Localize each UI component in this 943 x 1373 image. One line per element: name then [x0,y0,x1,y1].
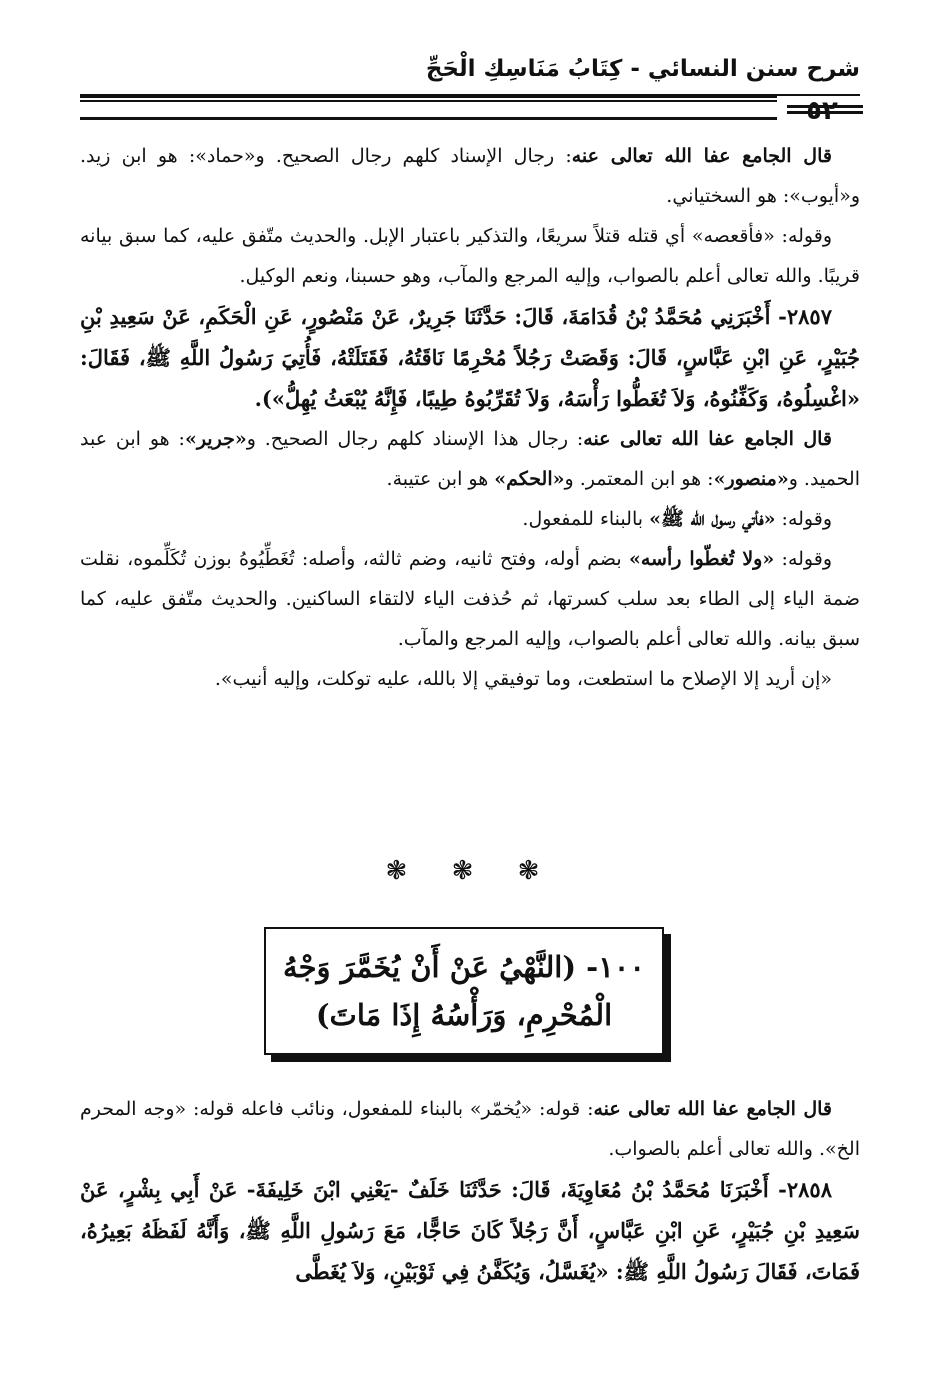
author-lead: قال الجامع عفا الله تعالى عنه [583,428,832,450]
chapter-heading-box [264,927,664,1055]
narrator-name: «جرير» [184,428,247,450]
chapter-title [283,943,645,1039]
narrator-name: «منصور» [713,468,789,490]
paragraph-text: : هو ابن عبد الحميد. و [80,428,860,490]
text-block-bottom [80,1089,860,1292]
author-lead: قال الجامع عفا الله تعالى عنه [571,145,832,167]
paragraph-text: وقوله: «فأقعصه» أي قتله قتلاً سريعًا، والتذكير باعتبار الإبل. والحديث متّفق عليه، كما سبق بيانه قريبًا. والله تعالى أعلم بالصواب، وإليه المرجع والمآب، وهو حسبنا، ونعم الوكيل. [80,225,860,287]
paragraph-text: : هو ابن المعتمر. و [564,468,714,490]
page-number-rule-1 [787,105,863,108]
paragraph-2 [80,216,860,296]
author-lead: قال الجامع عفا الله تعالى عنه [593,1098,833,1120]
paragraph-4 [80,499,860,539]
chapter-title-line-1: ١٠٠- (النَّهْيُ عَنْ أَنْ يُخَمَّرَ وَجْهُ [283,950,645,984]
text-block-top [80,136,860,699]
header-rule-thick [80,94,860,98]
paragraph-text: «إن أريد إلا الإصلاح ما استطعت، وما توفيقي إلا بالله، عليه توكلت، وإليه أنيب». [214,668,832,690]
paragraph-text: وقوله: [774,548,832,570]
paragraph-text: بالبناء للمفعول. [522,508,650,530]
paragraph-text: هو ابن عتيبة. [386,468,495,490]
hadith-2857: ٢٨٥٧- أَخْبَرَنِي مُحَمَّدُ بْنُ قُدَامَةَ، قَالَ: حَدَّثَنَا جَرِيرٌ، عَنْ مَنْصُورٍ، عَنِ الْحَكَمِ، عَنْ سَعِيدِ بْنِ جُبَيْرٍ، عَنِ ابْنِ عَبَّاسٍ، قَالَ: وَقَصَتْ رَجُلاً مُحْرِمًا نَاقَتُهُ، فَقَتَلَتْهُ، فَأُتِيَ رَسُولُ اللَّهِ ﷺ، فَقَالَ: «اغْسِلُوهُ، وَكَفِّنُوهُ، وَلاَ تُغَطُّوا رَأْسَهُ، وَلاَ تُقَرِّبُوهُ طِيبًا، فَإِنَّهُ يُبْعَثُ يُهِلُّ»). [80,304,860,411]
page-number-rule-2 [787,111,863,114]
narrator-name: «الحكم» [494,468,565,490]
paragraph-text: : قوله: «يُخمّر» بالبناء للمفعول، ونائب فاعله قوله: «وجه المحرم الخ». والله تعالى أعلم بالصواب. [80,1098,860,1160]
running-header: شرح سنن النسائي - كِتَابُ مَنَاسِكِ الْحَجِّ [425,56,860,82]
paragraph-text: بضم أوله، وفتح ثانيه، وضم ثالثه، وأصله: تُغَطِّيُوهُ بوزن تُكَلِّموه، نقلت ضمة الياء إلى الطاء بعد سلب كسرتها، ثم حُذفت الياء لالتقاء الساكنين. والحديث متّفق عليه، كما سبق بيانه. والله تعالى أعلم بالصواب، وإليه المرجع والمآب. [80,548,860,650]
paragraph-text: : رجال الإسناد كلهم رجال الصحيح. و«حماد»: هو ابن زيد. و«أيوب»: هو السختياني. [80,145,860,207]
paragraph-3 [80,419,860,499]
paragraph-5 [80,539,860,659]
quoted-phrase: «فأتي رسول الله ﷺ» [649,508,776,530]
paragraph-1 [80,136,860,216]
paragraph-text: وقوله: [775,508,832,530]
paragraph-7 [80,1089,860,1169]
chapter-title-line-2: الْمُحْرِمِ، وَرَأْسُهُ إِذَا مَاتَ) [315,998,613,1032]
paragraph-6 [80,659,860,699]
paragraph-text: : رجال هذا الإسناد كلهم رجال الصحيح. و [246,428,584,450]
section-separator: ❃ ❃ ❃ [385,856,558,886]
header-rule-bottom [80,117,780,120]
hadith-2858: ٢٨٥٨- أَخْبَرَنَا مُحَمَّدُ بْنُ مُعَاوِيَةَ، قَالَ: حَدَّثَنَا خَلَفٌ -يَعْنِي ابْنَ خَلِيفَةَ- عَنْ أَبِي بِشْرٍ، عَنْ سَعِيدِ بْنِ جُبَيْرٍ، عَنِ ابْنِ عَبَّاسٍ، أَنَّ رَجُلاً كَانَ حَاجًّا، مَعَ رَسُولِ اللَّهِ ﷺ، وَأَنَّهُ لَفَظَهُ بَعِيرُهُ، فَمَاتَ، فَقَالَ رَسُولُ اللَّهِ ﷺ: «يُغَسَّلُ، وَيُكَفَّنُ فِي ثَوْبَيْنِ، وَلاَ يُغَطَّى [80,1177,860,1284]
quoted-phrase: «ولا تُغطّوا رأسه» [629,548,775,570]
header-rule-thin [80,100,860,102]
